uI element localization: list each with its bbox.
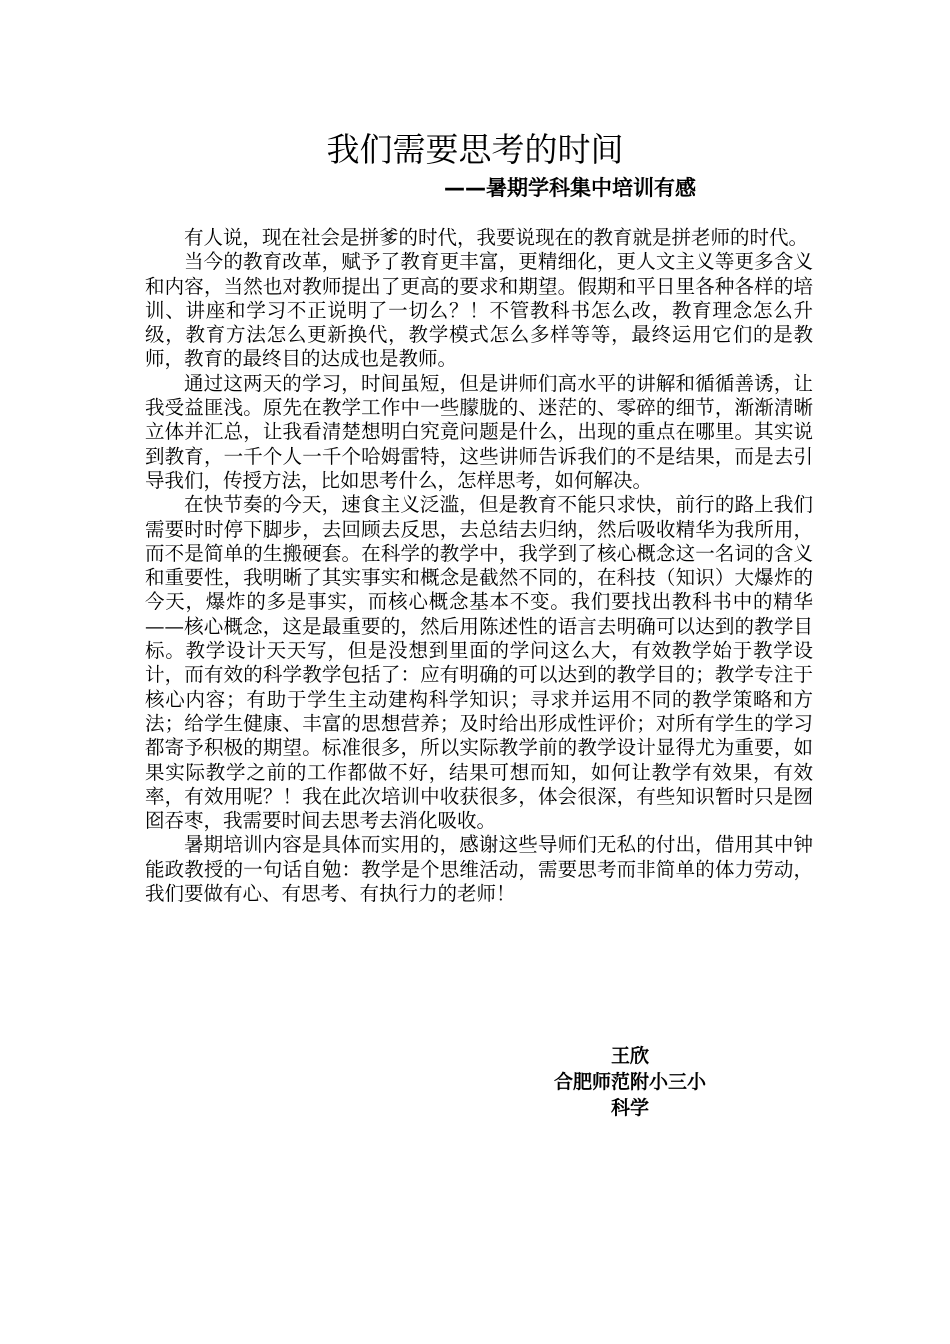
document-body [145,226,813,906]
document-subtitle: ——暑期学科集中培训有感 [444,176,696,200]
paragraph: 当今的教育改革，赋予了教育更丰富，更精细化，更人文主义等更多含义和内容，当然也对教师提出了更高的要求和期望。假期和平日里各种各样的培训、讲座和学习不正说明了一切么？！不管教科书怎么改，教育理念怎么升级，教育方法怎么更新换代，教学模式怎么多样等等，最终运用它们的是教师，教育的最终目的达成也是教师。 [145,250,813,371]
author-school: 合肥师范附小三小 [553,1071,706,1093]
paragraph: 有人说，现在社会是拼爹的时代，我要说现在的教育就是拼老师的时代。 [184,226,809,249]
author-subject: 科学 [610,1097,649,1119]
paragraph: 通过这两天的学习，时间虽短，但是讲师们高水平的讲解和循循善诱，让我受益匪浅。原先在教学工作中一些朦胧的、迷茫的、零碎的细节，渐渐清晰立体并汇总，让我看清楚想明白究竟问题是什么，出现的重点在哪里。其实说到教育，一千个人一千个哈姆雷特，这些讲师告诉我们的不是结果，而是去引导我们，传授方法，比如思考什么，怎样思考，如何解决。 [145,371,813,492]
paragraph: 暑期培训内容是具体而实用的，感谢这些导师们无私的付出，借用其中钟能政教授的一句话自勉：教学是个思维活动，需要思考而非简单的体力劳动，我们要做有心、有思考、有执行力的老师！ [145,833,813,906]
author-name: 王欣 [610,1045,649,1067]
paragraph: 在快节奏的今天，速食主义泛滥，但是教育不能只求快，前行的路上我们需要时时停下脚步，去回顾去反思，去总结去归纳，然后吸收精华为我所用，而不是简单的生搬硬套。在科学的教学中，我学到了核心概念这一名词的含义和重要性，我明晰了其实事实和概念是截然不同的，在科技（知识）大爆炸的今天，爆炸的多是事实，而核心概念基本不变。我们要找出教科书中的精华——核心概念，这是最重要的，然后用陈述性的语言去明确可以达到的教学目标。教学设计天天写，但是没想到里面的学问这么大，有效教学始于教学设计，而有效的科学教学包括了：应有明确的可以达到的教学目的；教学专注于核心内容；有助于学生主动建构科学知识；寻求并运用不同的教学策略和方法；给学生健康、丰富的思想营养；及时给出形成性评价；对所有学生的学习都寄予积极的期望。标准很多，所以实际教学前的教学设计显得尤为重要，如果实际教学之前的工作都做不好，结果可想而知，如何让教学有效果，有效率，有效用呢？！我在此次培训中收获很多，体会很深，有些知识暂时只是囫囵吞枣，我需要时间去思考去消化吸收。 [145,493,813,833]
document-title: 我们需要思考的时间 [326,130,624,169]
signature-block [530,1043,730,1121]
